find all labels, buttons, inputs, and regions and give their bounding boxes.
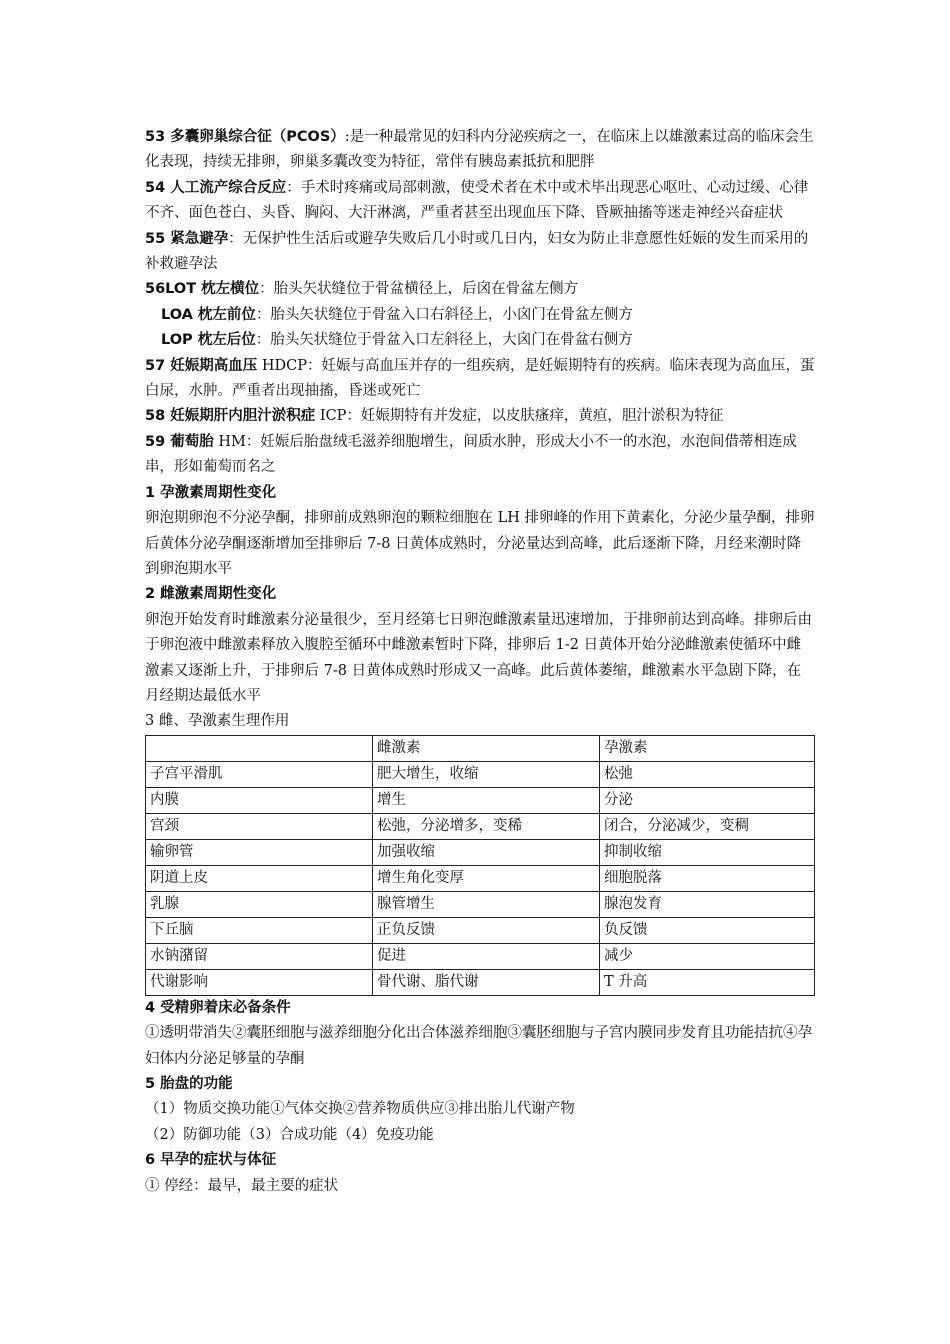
table-cell: 促进 (373, 943, 600, 969)
definition-text: HM：妊娠后胎盘绒毛滋养细胞增生，间质水肿，形成大小不一的水泡，水泡间借蒂相连成串，形如葡萄而名之 (145, 433, 797, 476)
section-5-line-2: （2）防御功能（3）合成功能（4）免疫功能 (145, 1126, 434, 1143)
definition-59 (145, 430, 815, 481)
table-cell: 水钠潴留 (146, 943, 373, 969)
definition-text: ：无保护性生活后或避孕失败后几小时或几日内，妇女为防止非意愿性妊娠的发生而采用的补救避孕法 (145, 230, 809, 273)
table-row (146, 813, 815, 839)
table-cell: 细胞脱落 (600, 865, 815, 891)
definition-text: ：胎头矢状缝位于骨盆入口右斜径上，小囟门在骨盆左侧方 (255, 306, 633, 323)
term-label: 56LOT 枕左横位 (145, 281, 260, 298)
table-cell: 腺管增生 (373, 891, 600, 917)
table-row (146, 891, 815, 917)
table-cell: 松弛 (600, 761, 815, 787)
table-cell: 分泌 (600, 787, 815, 813)
table-cell: 内膜 (146, 787, 373, 813)
table-cell: 减少 (600, 943, 815, 969)
definition-58 (145, 404, 815, 429)
section-6-line-1: ① 停经：最早，最主要的症状 (145, 1177, 339, 1194)
section-3-title: 3 雌、孕激素生理作用 (145, 713, 290, 730)
section-4-title: 4 受精卵着床必备条件 (145, 999, 291, 1016)
table-row (146, 969, 815, 995)
table-row (146, 943, 815, 969)
table-cell: 腺泡发育 (600, 891, 815, 917)
definition-54 (145, 176, 815, 227)
table-cell: 负反馈 (600, 917, 815, 943)
table-cell: 阴道上皮 (146, 865, 373, 891)
table-row (146, 839, 815, 865)
table-header-row (146, 735, 815, 761)
table-cell: 输卵管 (146, 839, 373, 865)
table-cell: 代谢影响 (146, 969, 373, 995)
term-label: 54 人工流产综合反应 (145, 179, 287, 196)
table-cell: 宫颈 (146, 813, 373, 839)
table-cell: 乳腺 (146, 891, 373, 917)
table-cell: 抑制收缩 (600, 839, 815, 865)
section-1-body: 卵泡期卵泡不分泌孕酮，排卵前成熟卵泡的颗粒细胞在 LH 排卵峰的作用下黄素化，分泌少量孕酮，排卵后黄体分泌孕酮逐渐增加至排卵后 7-8 日黄体成熟时，分泌量达到高峰，此后逐渐下降，月经来潮时降到卵泡期水平 (145, 510, 815, 577)
definition-lop (145, 328, 815, 353)
table-header-cell: 雌激素 (373, 735, 600, 761)
table-row (146, 917, 815, 943)
table-cell: 闭合，分泌减少，变稠 (600, 813, 815, 839)
section-2-title: 2 雌激素周期性变化 (145, 586, 277, 603)
term-label: 58 妊娠期肝内胆汁淤积症 (145, 408, 316, 425)
document-content (145, 125, 815, 1199)
section-5-title: 5 胎盘的功能 (145, 1075, 233, 1092)
table-cell: 增生 (373, 787, 600, 813)
definition-text: ：胎头矢状缝位于骨盆入口左斜径上，大囟门在骨盆右侧方 (255, 332, 633, 349)
section-4-body: ①透明带消失②囊胚细胞与滋养细胞分化出合体滋养细胞③囊胚细胞与子宫内膜同步发育且功能拮抗④孕妇体内分泌足够量的孕酮 (145, 1025, 812, 1067)
table-row (146, 761, 815, 787)
table-cell: 松弛，分泌增多，变稀 (373, 813, 600, 839)
section-5-line-1: （1）物质交换功能①气体交换②营养物质供应③排出胎儿代谢产物 (145, 1101, 575, 1118)
definition-text: :是一种最常见的妇科内分泌疾病之一，在临床上以雄激素过高的临床会生化表现，持续无排卵，卵巢多囊改变为特征，常伴有胰岛素抵抗和肥胖 (145, 129, 814, 171)
table-row (146, 787, 815, 813)
term-label: 53 多囊卵巢综合征（PCOS） (145, 129, 345, 145)
table-cell: 加强收缩 (373, 839, 600, 865)
definition-53 (145, 125, 815, 176)
definition-55 (145, 227, 815, 278)
section-1-title: 1 孕激素周期性变化 (145, 484, 277, 501)
table-cell: 正负反馈 (373, 917, 600, 943)
definition-text: ICP：妊娠期特有并发症，以皮肤瘙痒，黄疸，胆汁淤积为特征 (315, 408, 724, 425)
definition-text: ：胎头矢状缝位于骨盆横径上，后囟在骨盆左侧方 (259, 281, 579, 298)
section-2-body: 卵泡开始发育时雌激素分泌量很少，至月经第七日卵泡雌激素量迅速增加，于排卵前达到高峰。排卵后由于卵泡液中雌激素释放入腹腔至循环中雌激素暂时下降，排卵后 1-2 日黄体开始分泌雌激素使循环中雌激素又逐渐上升，于排卵后 7-8 日黄体成熟时形成又一高峰。此后黄体萎缩，雌激素水平急剧下降，在月经期达最低水平 (145, 611, 812, 704)
hormone-table (145, 735, 815, 996)
table-cell: 子宫平滑肌 (146, 761, 373, 787)
table-cell: 下丘脑 (146, 917, 373, 943)
table-header-cell: 孕激素 (600, 735, 815, 761)
definition-loa (145, 303, 815, 328)
table-cell: 骨代谢、脂代谢 (373, 969, 600, 995)
definition-57 (145, 354, 815, 405)
definition-text: HDCP：妊娠与高血压并存的一组疾病，是妊娠期特有的疾病。临床表现为高血压，蛋白尿，水肿。严重者出现抽搐，昏迷或死亡 (145, 357, 815, 400)
table-row (146, 865, 815, 891)
definition-text: ：手术时疼痛或局部刺激，使受术者在术中或术毕出现恶心呕吐、心动过缓、心律不齐、面色苍白、头昏、胸闷、大汗淋漓，严重者甚至出现血压下降、昏厥抽搐等迷走神经兴奋症状 (145, 179, 809, 222)
term-label: 59 葡萄胎 (145, 433, 214, 450)
table-cell: T 升高 (600, 969, 815, 995)
table-cell: 肥大增生，收缩 (373, 761, 600, 787)
table-header-cell (146, 735, 373, 761)
term-label: LOP 枕左后位 (161, 332, 256, 349)
term-label: LOA 枕左前位 (161, 306, 256, 323)
table-cell: 增生角化变厚 (373, 865, 600, 891)
definition-56 (145, 277, 815, 302)
section-6-title: 6 早孕的症状与体征 (145, 1152, 277, 1169)
term-label: 57 妊娠期高血压 (145, 357, 258, 374)
term-label: 55 紧急避孕 (145, 230, 229, 247)
